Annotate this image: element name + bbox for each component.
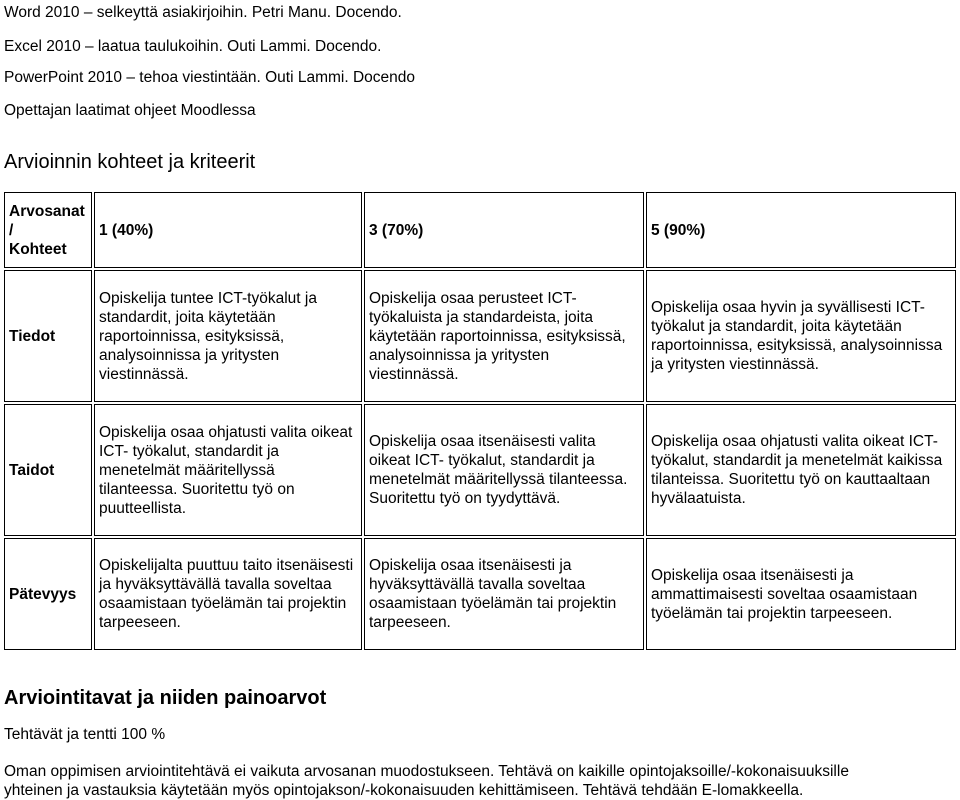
table-header-row	[4, 192, 956, 268]
criteria-cell-taidot-3: Opiskelija osaa itsenäisesti valita oikeat ICT- työkalut, standardit ja menetelmät määritellyssä tilanteessa. Suoritettu työ on tyydyttävä.	[364, 404, 644, 536]
corner-header-line2: Kohteet	[9, 240, 67, 258]
criteria-cell-tiedot-5: Opiskelija osaa hyvin ja syvällisesti ICT-työkalut ja standardit, joita käytetään raportoinnissa, esityksissä, analysoinnissa ja yritysten viestinnässä.	[646, 270, 956, 402]
footer-line-1: Oman oppimisen arviointitehtävä ei vaikuta arvosanan muodostukseen. Tehtävä on kaikille opintojaksoille/-kokonaisuuksille	[4, 763, 849, 780]
row-label-tiedot: Tiedot	[4, 270, 92, 402]
criteria-cell-taidot-5: Opiskelija osaa ohjatusti valita oikeat ICT- työkalut, standardit ja menetelmät kaikissa tilanteissa. Suoritettu työ on kauttaaltaan hyvälaatuista.	[646, 404, 956, 536]
section-title-weights: Arviointitavat ja niiden painoarvot	[4, 687, 327, 709]
reference-word-2010: Word 2010 – selkeyttä asiakirjoihin. Petri Manu. Docendo.	[4, 4, 402, 21]
reference-moodle-instructions: Opettajan laatimat ohjeet Moodlessa	[4, 102, 256, 119]
criteria-cell-tiedot-3: Opiskelija osaa perusteet ICT-työkaluista ja standardeista, joita käytetään raportoinnissa, esityksissä, analysoinnissa ja yritysten viestinnässä.	[364, 270, 644, 402]
footer-line-2: yhteinen ja vastauksia käytetään myös opintojakson/-kokonaisuuden kehittämiseen. Tehtävä tehdään E-lomakkeella.	[4, 782, 804, 799]
criteria-cell-patevyys-3: Opiskelija osaa itsenäisesti ja hyväksyttävällä tavalla soveltaa osaamistaan työelämän tai projektin tarpeeseen.	[364, 538, 644, 650]
reference-excel-2010: Excel 2010 – laatua taulukoihin. Outi Lammi. Docendo.	[4, 38, 382, 55]
criteria-cell-tiedot-1: Opiskelija tuntee ICT-työkalut ja standardit, joita käytetään raportoinnissa, esityksissä, analysoinnissa ja yritysten viestinnässä.	[94, 270, 362, 402]
reference-powerpoint-2010: PowerPoint 2010 – tehoa viestintään. Outi Lammi. Docendo	[4, 69, 415, 86]
grade-header-3: 3 (70%)	[364, 192, 644, 268]
assessment-criteria-table	[2, 190, 958, 652]
criteria-cell-taidot-1: Opiskelija osaa ohjatusti valita oikeat ICT- työkalut, standardit ja menetelmät määritellyssä tilanteessa. Suoritettu työ on puutteellista.	[94, 404, 362, 536]
grade-header-5: 5 (90%)	[646, 192, 956, 268]
corner-header-cell	[4, 192, 92, 268]
table-row-tiedot	[4, 270, 956, 402]
table-row-taidot	[4, 404, 956, 536]
section-title-criteria: Arvioinnin kohteet ja kriteerit	[4, 151, 256, 173]
grade-header-1: 1 (40%)	[94, 192, 362, 268]
table-row-patevyys	[4, 538, 956, 650]
criteria-cell-patevyys-5: Opiskelija osaa itsenäisesti ja ammattimaisesti soveltaa osaamistaan työelämän tai projektin tarpeeseen.	[646, 538, 956, 650]
weights-line: Tehtävät ja tentti 100 %	[4, 726, 166, 743]
row-label-taidot: Taidot	[4, 404, 92, 536]
criteria-cell-patevyys-1: Opiskelijalta puuttuu taito itsenäisesti ja hyväksyttävällä tavalla soveltaa osaamistaan työelämän tai projektin tarpeeseen.	[94, 538, 362, 650]
corner-header-line1: Arvosanat/	[9, 202, 85, 239]
row-label-patevyys: Pätevyys	[4, 538, 92, 650]
